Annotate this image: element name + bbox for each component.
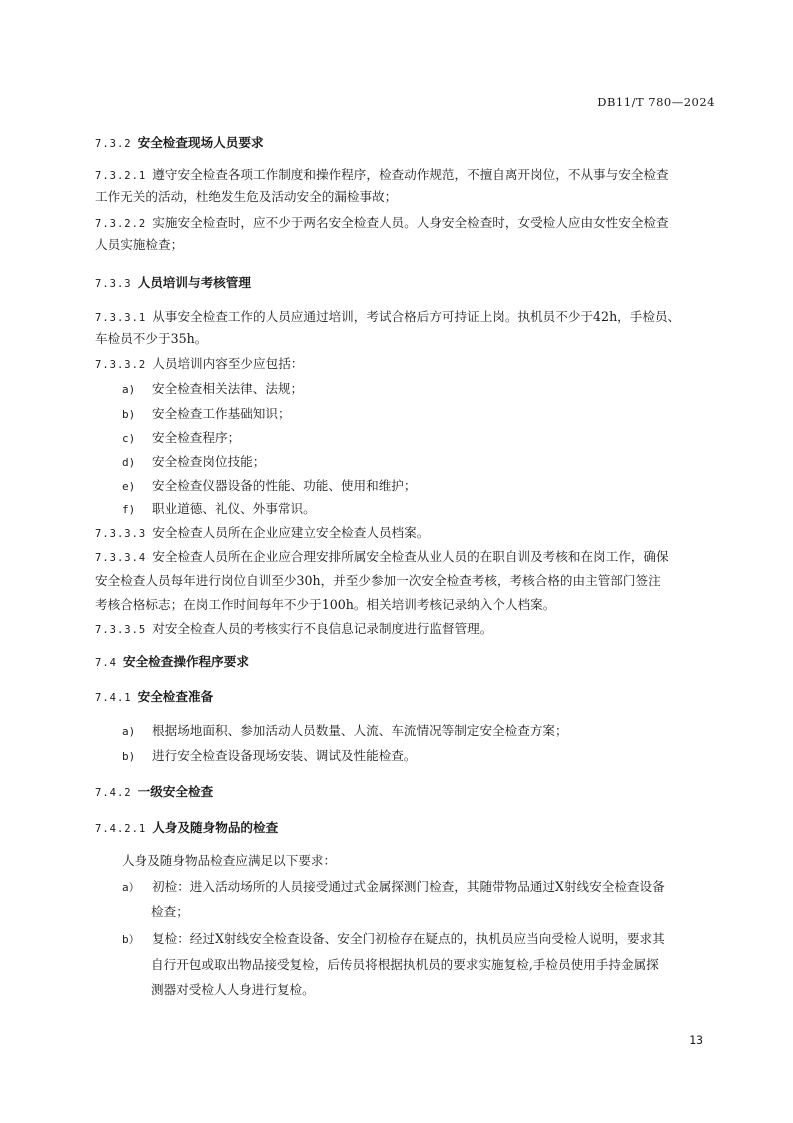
clause-number: 7.3.2.1 xyxy=(95,170,147,182)
heading-title: 安全检查准备 xyxy=(137,689,214,704)
list-item xyxy=(122,378,303,401)
heading-number: 7.3.2 xyxy=(95,138,132,150)
clause-text: 对安全检查人员的考核实行不良信息记录制度进行监督管理。 xyxy=(152,621,493,636)
list-item xyxy=(122,403,291,426)
clause-7-3-3-2 xyxy=(95,353,303,376)
page-number: 13 xyxy=(689,1033,703,1047)
list-item-text: 进行安全检查设备现场安装、调试及性能检查。 xyxy=(152,748,417,763)
clause-number: 7.3.3.4 xyxy=(95,552,147,564)
list-marker: c) xyxy=(122,432,136,445)
list-item-text: 安全检查工作基础知识； xyxy=(152,406,291,421)
clause-number: 7.3.2.2 xyxy=(95,218,147,230)
heading-7-4 xyxy=(95,651,249,674)
clause-text: 安全检查人员所在企业应建立安全检查人员档案。 xyxy=(152,525,430,540)
list-marker: d) xyxy=(122,456,136,469)
list-item-text: 安全检查相关法律、法规； xyxy=(152,381,304,396)
clause-text: 从事安全检查工作的人员应通过培训，考试合格后方可持证上岗。执机员不少于42h，手检员、 xyxy=(152,309,681,324)
list-marker: a） xyxy=(122,881,140,894)
list-item xyxy=(122,928,665,951)
clause-text: 遵守安全检查各项工作制度和操作程序，检查动作规范，不擅自离开岗位，不从事与安全检查 xyxy=(152,167,669,182)
heading-number: 7.4.1 xyxy=(95,692,132,704)
heading-7-4-2 xyxy=(95,781,213,804)
list-marker: a) xyxy=(122,383,136,396)
clause-text-line: 车检员不少于35h。 xyxy=(95,331,208,346)
list-marker: b) xyxy=(122,750,136,763)
clause-text-line: 工作无关的活动，杜绝发生危及活动安全的漏检事故； xyxy=(95,189,398,204)
clause-7-3-2-1 xyxy=(95,164,669,187)
list-item xyxy=(122,720,568,743)
list-item-text: 安全检查岗位技能； xyxy=(152,454,266,469)
intro-text: 人身及随身物品检查应满足以下要求： xyxy=(122,853,337,868)
clause-7-3-3-3 xyxy=(95,522,429,545)
list-item-text: 复检：经过X射线安全检查设备、安全门初检存在疑点的，执机员应当向受检人说明，要求其 xyxy=(152,931,665,946)
clause-7-3-3-1 xyxy=(95,306,680,329)
list-marker: b） xyxy=(122,933,140,946)
list-item-text: 职业道德、礼仪、外事常识。 xyxy=(152,501,316,516)
clause-text: 人员培训内容至少应包括： xyxy=(152,356,304,371)
list-marker: f) xyxy=(122,503,136,516)
list-item-continuation: 测器对受检人人身进行复检。 xyxy=(151,982,315,997)
heading-7-3-2 xyxy=(95,132,264,155)
heading-number: 7.3.3 xyxy=(95,278,132,290)
heading-title: 安全检查现场人员要求 xyxy=(137,135,264,150)
list-item xyxy=(122,876,665,899)
list-item xyxy=(122,475,416,498)
list-marker: a) xyxy=(122,725,136,738)
list-item-continuation: 自行开包或取出物品接受复检，后传员将根据执机员的要求实施复检,手检员使用手持金属探 xyxy=(151,957,659,972)
heading-title: 安全检查操作程序要求 xyxy=(122,654,249,669)
heading-title: 人身及随身物品的检查 xyxy=(152,820,279,835)
list-marker: b) xyxy=(122,408,136,421)
heading-title: 人员培训与考核管理 xyxy=(137,275,251,290)
list-item xyxy=(122,498,316,521)
heading-number: 7.4 xyxy=(95,657,117,669)
list-item xyxy=(122,451,265,474)
heading-7-4-1 xyxy=(95,686,213,709)
clause-text-line: 安全检查人员每年进行岗位自训至少30h，并至少参加一次安全检查考核，考核合格的由主管部门签注 xyxy=(95,573,661,588)
heading-7-4-2-1 xyxy=(95,817,278,840)
clause-text: 实施安全检查时，应不少于两名安全检查人员。人身安全检查时，女受检人应由女性安全检查 xyxy=(152,215,669,230)
list-item-text: 根据场地面积、参加活动人员数量、人流、车流情况等制定安全检查方案； xyxy=(152,723,568,738)
list-marker: e) xyxy=(122,480,136,493)
heading-title: 一级安全检查 xyxy=(137,784,214,799)
heading-number: 7.4.2 xyxy=(95,787,132,799)
document-code: DB11/T 780—2024 xyxy=(597,95,715,109)
list-item xyxy=(122,427,240,450)
clause-number: 7.3.3.1 xyxy=(95,312,147,324)
heading-number: 7.4.2.1 xyxy=(95,823,147,835)
list-item xyxy=(122,745,416,768)
clause-7-3-3-4 xyxy=(95,546,669,569)
list-item-continuation: 检查； xyxy=(151,904,189,919)
clause-text-line: 人员实施检查； xyxy=(95,237,184,252)
clause-text-line: 考核合格标志；在岗工作时间每年不少于100h。相关培训考核记录纳入个人档案。 xyxy=(95,597,556,612)
list-item-text: 初检：进入活动场所的人员接受通过式金属探测门检查，其随带物品通过X射线安全检查设备 xyxy=(152,879,665,894)
clause-text: 安全检查人员所在企业应合理安排所属安全检查从业人员的在职自训及考核和在岗工作，确保 xyxy=(152,549,669,564)
heading-7-3-3 xyxy=(95,272,251,295)
clause-7-3-2-2 xyxy=(95,212,669,235)
list-item-text: 安全检查程序； xyxy=(152,430,241,445)
clause-number: 7.3.3.3 xyxy=(95,528,147,540)
clause-number: 7.3.3.2 xyxy=(95,359,147,371)
clause-7-3-3-5 xyxy=(95,618,492,641)
list-item-text: 安全检查仪器设备的性能、功能、使用和维护； xyxy=(152,478,417,493)
clause-number: 7.3.3.5 xyxy=(95,624,147,636)
